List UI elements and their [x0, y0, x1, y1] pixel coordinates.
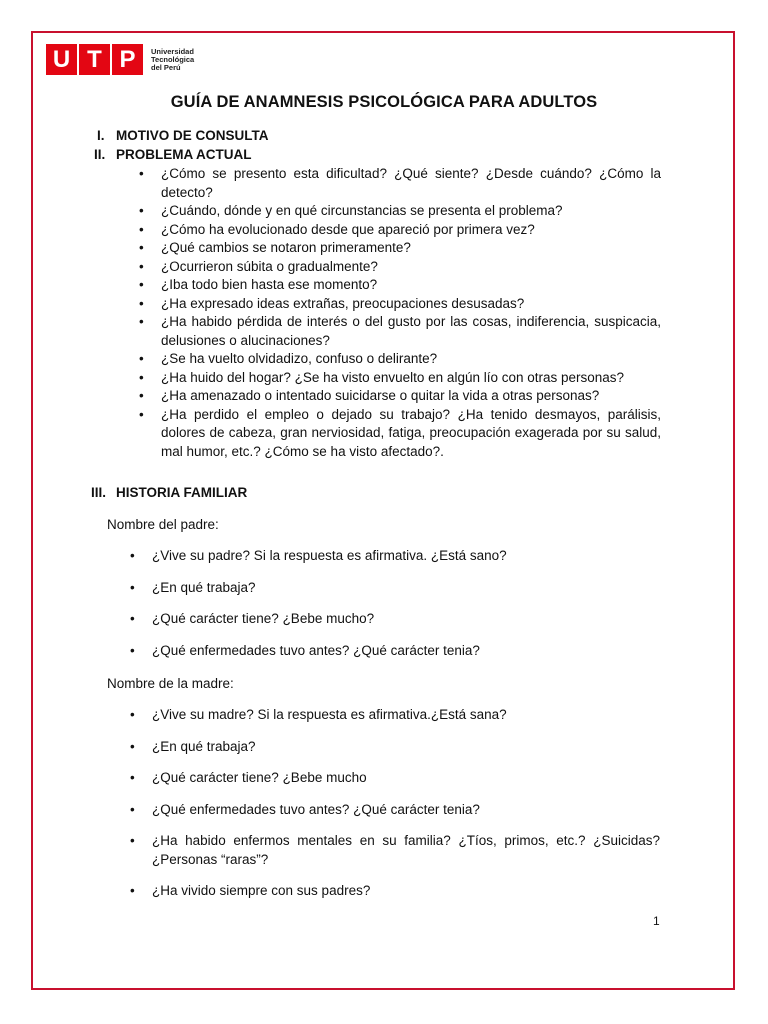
- logo-line-2: Tecnológica: [151, 54, 195, 64]
- list-item-text: ¿Ha habido enfermos mentales en su familia? ¿Tíos, primos, etc.? ¿Suicidas? ¿Personas “raras”?: [152, 833, 660, 867]
- list-item-text: ¿Qué enfermedades tuvo antes? ¿Qué carácter tenia?: [152, 801, 480, 817]
- list-item: [139, 295, 661, 314]
- bullet-icon: •: [139, 221, 144, 237]
- list-item-text: ¿Qué enfermedades tuvo antes? ¿Qué carácter tenia?: [152, 642, 480, 658]
- bullet-icon: •: [139, 203, 144, 218]
- bullet-icon: •: [130, 548, 135, 563]
- list-item: [130, 642, 660, 661]
- padre-name-label: Nombre del padre:: [107, 517, 219, 532]
- list-item-text: ¿Vive su madre? Si la respuesta es afirmativa.¿Está sana?: [152, 707, 507, 722]
- list-item-text: ¿Ocurrieron súbita o gradualmente?: [161, 258, 378, 274]
- list-item-text: ¿En qué trabaja?: [152, 738, 256, 754]
- list-item-text: ¿En qué trabaja?: [152, 579, 256, 595]
- list-item-text: ¿Ha vivido siempre con sus padres?: [152, 883, 371, 898]
- bullet-icon: •: [130, 883, 135, 898]
- bullet-icon: •: [130, 833, 135, 848]
- bullet-icon: •: [130, 642, 135, 658]
- bullet-icon: •: [130, 770, 135, 785]
- list-item: [130, 738, 660, 757]
- list-item: [130, 579, 660, 598]
- list-item: [139, 350, 661, 369]
- list-item-text: ¿Ha amenazado o intentado suicidarse o quitar la vida a otras personas?: [161, 388, 600, 403]
- list-item-text: ¿Cómo ha evolucionado desde que apareció por primera vez?: [161, 221, 535, 237]
- bullet-icon: •: [130, 738, 135, 754]
- list-item: [130, 801, 660, 820]
- list-item: [139, 239, 661, 258]
- list-item-text: ¿Ha expresado ideas extrañas, preocupaciones desusadas?: [161, 295, 525, 311]
- list-item: [139, 369, 661, 388]
- list-item-text: ¿Iba todo bien hasta ese momento?: [161, 277, 378, 292]
- list-item-text: ¿Ha perdido el empleo o dejado su trabajo? ¿Ha tenido desmayos, parálisis, dolores de cabeza, gran nerviosidad, fatiga, preocupación exagerada por su salud, mal humor, etc.? ¿Cómo se ha visto afectado?.: [161, 406, 661, 459]
- section-label: MOTIVO DE CONSULTA: [116, 128, 269, 143]
- logo-line-1: Universidad: [151, 46, 194, 56]
- logo-letter-t: T: [79, 44, 110, 75]
- list-item: [130, 610, 660, 629]
- list-item: [139, 258, 661, 277]
- list-item: [130, 769, 660, 788]
- list-item: [139, 387, 661, 406]
- bullet-icon: •: [139, 295, 144, 311]
- bullet-icon: •: [130, 707, 135, 722]
- logo-letter-p: P: [112, 44, 143, 75]
- section-historia-familiar: [91, 485, 247, 500]
- logo-wordmark: [151, 48, 194, 72]
- section-problema-actual: [94, 147, 252, 162]
- bullet-icon: •: [130, 579, 135, 595]
- list-item: [139, 313, 661, 350]
- bullet-icon: •: [139, 369, 144, 385]
- document-title: GUÍA DE ANAMNESIS PSICOLÓGICA PARA ADULTOS: [170, 93, 598, 111]
- list-item: [139, 276, 661, 295]
- list-item-text: ¿Qué carácter tiene? ¿Bebe mucho?: [152, 611, 375, 626]
- madre-question-list: [130, 706, 660, 901]
- utp-logo: [46, 44, 194, 75]
- logo-line-3: del Perú: [151, 62, 181, 72]
- bullet-icon: •: [130, 611, 135, 626]
- madre-name-label: Nombre de la madre:: [107, 676, 234, 691]
- list-item-text: ¿Qué cambios se notaron primeramente?: [161, 240, 411, 255]
- bullet-icon: •: [130, 801, 135, 817]
- list-item-text: ¿Cómo se presento esta dificultad? ¿Qué siente? ¿Desde cuándo? ¿Cómo la detecto?: [161, 166, 661, 200]
- bullet-icon: •: [139, 258, 144, 274]
- list-item: [130, 882, 660, 901]
- bullet-icon: •: [139, 166, 144, 181]
- list-item-text: ¿Vive su padre? Si la respuesta es afirmativa. ¿Está sano?: [152, 548, 507, 563]
- section-number: I.: [97, 128, 105, 143]
- section-motivo-consulta: [97, 128, 269, 143]
- section-number: II.: [94, 147, 106, 162]
- list-item: [139, 202, 661, 221]
- list-item-text: ¿Se ha vuelto olvidadizo, confuso o delirante?: [161, 351, 438, 366]
- bullet-icon: •: [139, 351, 144, 366]
- list-item: [130, 706, 660, 725]
- bullet-icon: •: [139, 277, 144, 292]
- bullet-icon: •: [139, 388, 144, 403]
- padre-question-list: [130, 547, 660, 660]
- list-item-text: ¿Ha habido pérdida de interés o del gusto por las cosas, indiferencia, suspicacia, delusiones o alucinaciones?: [161, 314, 661, 348]
- list-item-text: ¿Ha huido del hogar? ¿Se ha visto envuelto en algún lío con otras personas?: [161, 369, 625, 385]
- list-item-text: ¿Cuándo, dónde y en qué circunstancias se presenta el problema?: [161, 203, 563, 218]
- bullet-icon: •: [139, 240, 144, 255]
- page-number: 1: [653, 914, 660, 928]
- list-item: [130, 832, 660, 869]
- bullet-icon: •: [139, 314, 144, 329]
- list-item: [130, 547, 660, 566]
- list-item: [139, 221, 661, 240]
- section-label: PROBLEMA ACTUAL: [116, 147, 252, 162]
- bullet-icon: •: [139, 406, 144, 422]
- section-number: III.: [91, 485, 107, 500]
- list-item: [139, 165, 661, 202]
- list-item: [139, 406, 661, 462]
- problema-actual-list: [139, 165, 661, 461]
- section-label: HISTORIA FAMILIAR: [116, 485, 248, 500]
- logo-letter-u: U: [46, 44, 77, 75]
- list-item-text: ¿Qué carácter tiene? ¿Bebe mucho: [152, 770, 367, 785]
